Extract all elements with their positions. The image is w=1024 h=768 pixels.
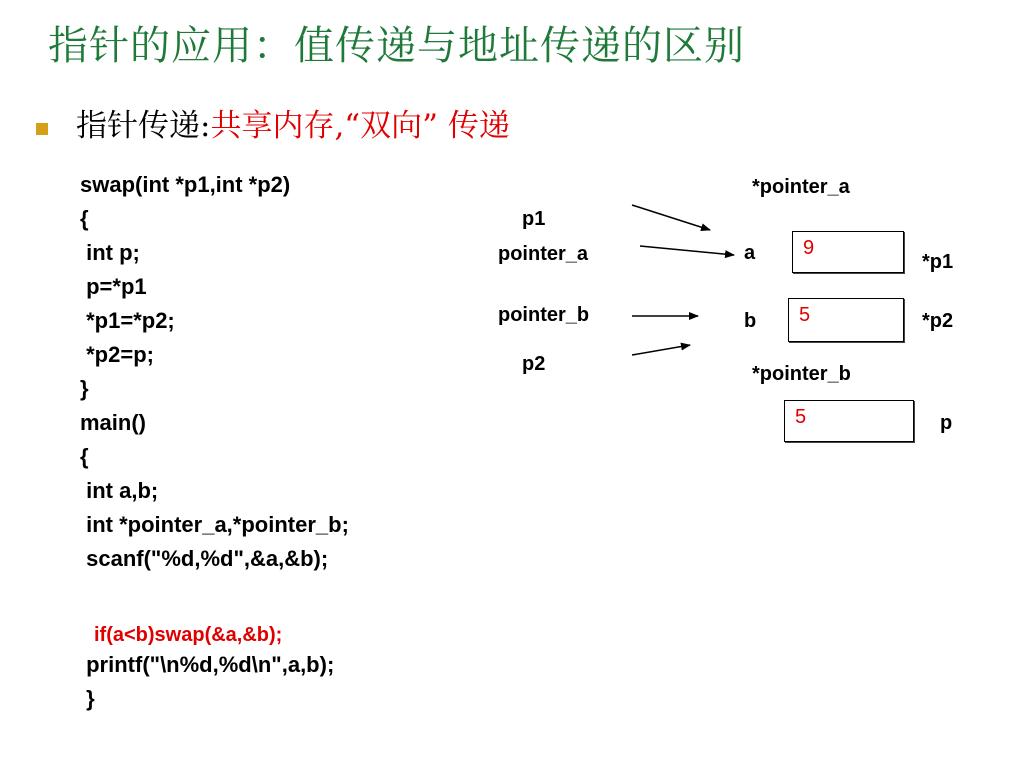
bullet-accent-text: 共享内存,“双向” 传递 [210,108,510,144]
code-line: main() [80,410,146,435]
arrow-p1-to-a [632,205,710,230]
code-line: } [80,686,95,711]
code-line: int *pointer_a,*pointer_b; [80,512,349,537]
arrow-p2-to-b [632,345,690,355]
label-star-pointer-b: *pointer_b [752,363,851,385]
box-p-value: 5 [795,406,807,428]
label-var-b: b [744,310,757,332]
code-line: { [80,206,89,231]
label-star-p2: *p2 [922,310,954,332]
code-line: } [80,376,89,401]
label-star-p1: *p1 [922,251,954,273]
box-a-value: 9 [803,237,815,259]
label-star-pointer-a: *pointer_a [752,176,850,198]
code-line: { [80,444,89,469]
code-line-highlighted: if(a<b)swap(&a,&b); [94,624,283,646]
arrow-pointer-a-to-a [640,246,734,255]
code-line: p=*p1 [80,274,147,299]
code-line: int p; [80,240,140,265]
label-p2: p2 [522,353,546,375]
label-var-p: p [940,412,953,434]
label-var-a: a [744,242,756,264]
slide-title: 指针的应用：值传递与地址传递的区别 [48,23,745,69]
label-pointer-b: pointer_b [498,304,590,326]
code-line: *p1=*p2; [80,308,175,333]
memory-box-p [784,400,914,442]
code-line: *p2=p; [80,342,154,367]
memory-box-a [792,231,904,273]
box-b-value: 5 [799,304,811,326]
code-line: printf("\n%d,%d\n",a,b); [80,652,335,677]
code-line: scanf("%d,%d",&a,&b); [80,546,329,571]
code-line: int a,b; [80,478,159,503]
memory-box-b [788,298,904,342]
code-line: swap(int *p1,int *p2) [80,172,291,197]
label-pointer-a: pointer_a [498,243,589,265]
bullet-lead-text: 指针传递: [76,108,211,144]
label-p1: p1 [522,208,546,230]
